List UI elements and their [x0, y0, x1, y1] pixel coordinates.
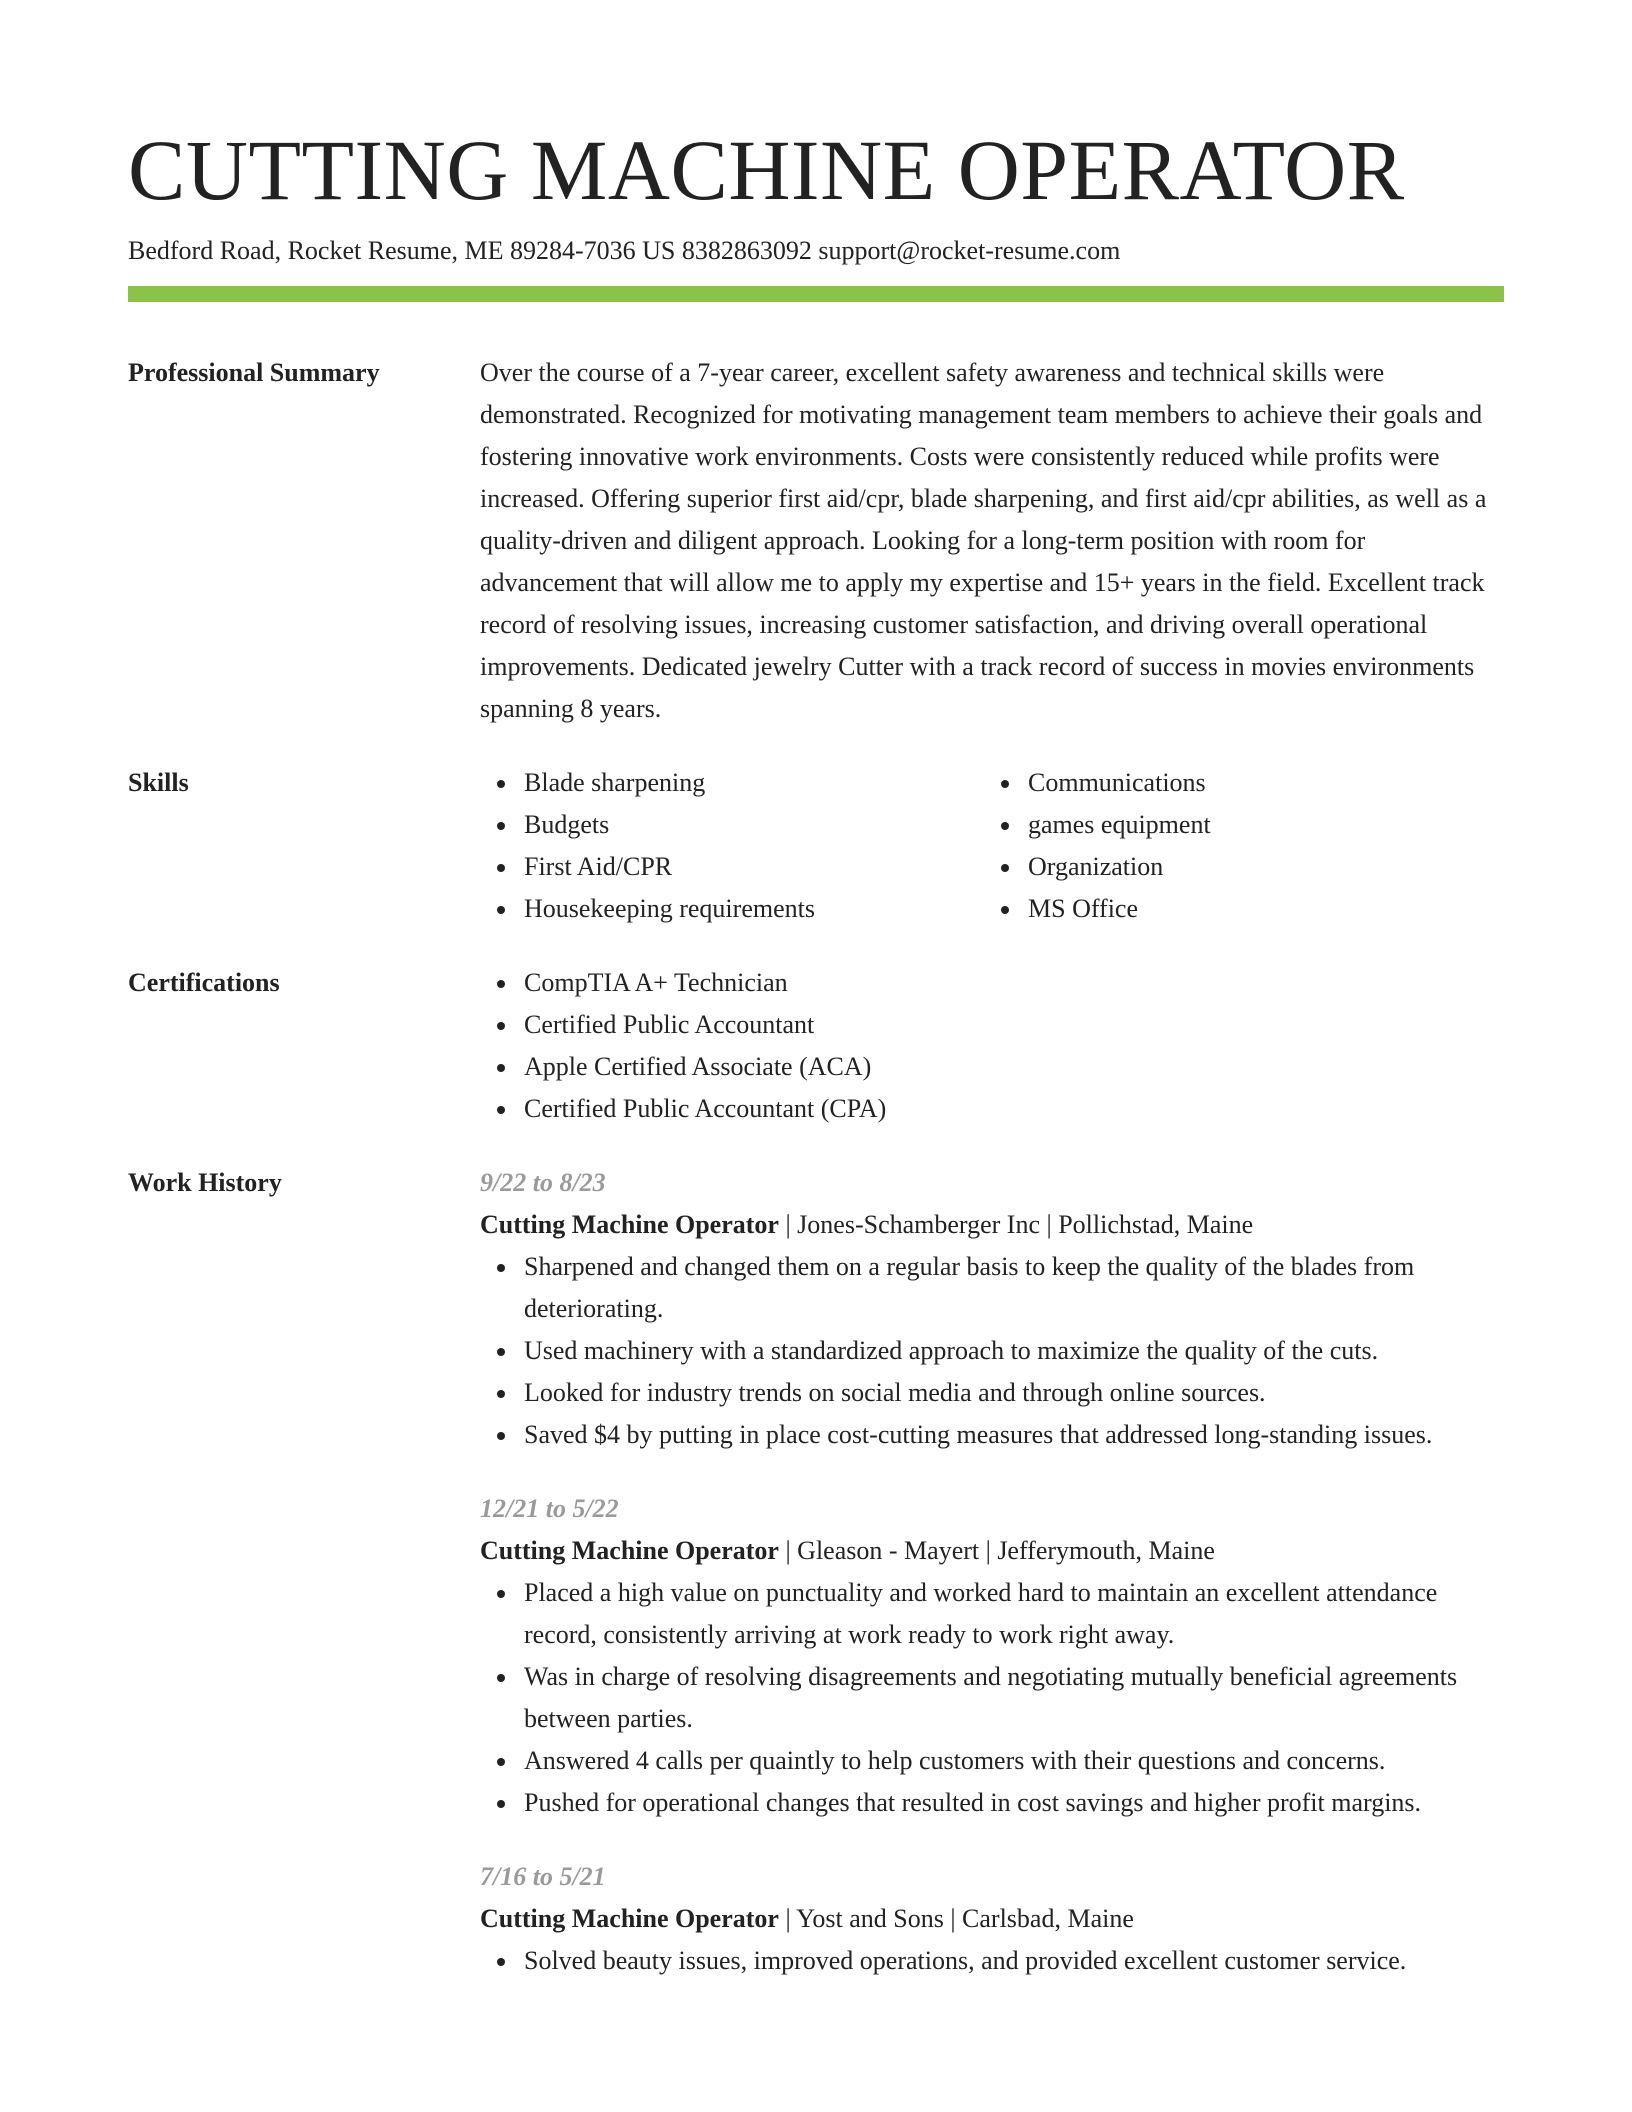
accent-divider	[128, 286, 1504, 302]
job-dates: 9/22 to 8/23	[480, 1168, 606, 1197]
job-title: Cutting Machine Operator	[480, 1210, 779, 1239]
list-item: First Aid/CPR	[524, 846, 984, 888]
list-item: Used machinery with a standardized approach to maximize the quality of the cuts.	[524, 1330, 1504, 1372]
professional-summary-section	[128, 352, 1504, 730]
list-item: Placed a high value on punctuality and worked hard to maintain an excellent attendance record, consistently arriving at work ready to work right away.	[524, 1572, 1504, 1656]
job-entry	[480, 1162, 1504, 1456]
job-title: Cutting Machine Operator	[480, 1904, 779, 1933]
list-item: Sharpened and changed them on a regular basis to keep the quality of the blades from deteriorating.	[524, 1246, 1504, 1330]
certifications-list	[480, 962, 1504, 1130]
job-entry	[480, 1856, 1504, 1982]
list-item: games equipment	[1028, 804, 1488, 846]
list-item: Certified Public Accountant (CPA)	[524, 1088, 1504, 1130]
job-employer-location: | Yost and Sons | Carlsbad, Maine	[778, 1904, 1134, 1933]
list-item: Was in charge of resolving disagreements and negotiating mutually beneficial agreements between parties.	[524, 1656, 1504, 1740]
list-item: Budgets	[524, 804, 984, 846]
job-bullets	[480, 1940, 1504, 1982]
list-item: Pushed for operational changes that resulted in cost savings and higher profit margins.	[524, 1782, 1504, 1824]
work-history-section	[128, 1162, 1504, 2014]
summary-text: Over the course of a 7-year career, excellent safety awareness and technical skills were demonstrated. Recognized for motivating management team members to achieve their goals and fostering innovative work environments. Costs were consistently reduced while profits were increased. Offering superior first aid/cpr, blade sharpening, and first aid/cpr abilities, as well as a quality-driven and diligent approach. Looking for a long-term position with room for advancement that will allow me to apply my expertise and 15+ years in the field. Excellent track record of resolving issues, increasing customer satisfaction, and driving overall operational improvements. Dedicated jewelry Cutter with a track record of success in movies environments spanning 8 years.	[480, 358, 1487, 723]
contact-line: Bedford Road, Rocket Resume, ME 89284-7036 US 8382863092 support@rocket-resume.com	[128, 236, 1121, 265]
list-item: Apple Certified Associate (ACA)	[524, 1046, 1504, 1088]
section-heading: Professional Summary	[128, 358, 380, 387]
list-item: Looked for industry trends on social media and through online sources.	[524, 1372, 1504, 1414]
certifications-section	[128, 962, 1504, 1130]
jobs-list	[480, 1162, 1504, 2014]
list-item: Solved beauty issues, improved operations, and provided excellent customer service.	[524, 1940, 1504, 1982]
job-employer-location: | Jones-Schamberger Inc | Pollichstad, Maine	[778, 1210, 1254, 1239]
section-heading: Skills	[128, 768, 189, 797]
job-dates: 12/21 to 5/22	[480, 1494, 619, 1523]
list-item: CompTIA A+ Technician	[524, 962, 1504, 1004]
resume-title: CUTTING MACHINE OPERATOR	[128, 122, 1405, 218]
section-heading: Certifications	[128, 968, 280, 997]
job-dates: 7/16 to 5/21	[480, 1862, 606, 1891]
resume-page	[128, 120, 1504, 2014]
list-item: Certified Public Accountant	[524, 1004, 1504, 1046]
list-item: Organization	[1028, 846, 1488, 888]
job-entry	[480, 1488, 1504, 1824]
skills-section	[128, 762, 1504, 930]
list-item: MS Office	[1028, 888, 1488, 930]
job-bullets	[480, 1572, 1504, 1824]
job-title-line	[480, 1898, 1504, 1940]
skills-list-right	[984, 762, 1488, 930]
list-item: Answered 4 calls per quaintly to help customers with their questions and concerns.	[524, 1740, 1504, 1782]
list-item: Housekeeping requirements	[524, 888, 984, 930]
job-title-line	[480, 1204, 1504, 1246]
skills-list-left	[480, 762, 984, 930]
job-title-line	[480, 1530, 1504, 1572]
list-item: Saved $4 by putting in place cost-cutting measures that addressed long-standing issues.	[524, 1414, 1504, 1456]
job-bullets	[480, 1246, 1504, 1456]
job-title: Cutting Machine Operator	[480, 1536, 779, 1565]
list-item: Blade sharpening	[524, 762, 984, 804]
list-item: Communications	[1028, 762, 1488, 804]
job-employer-location: | Gleason - Mayert | Jefferymouth, Maine	[778, 1536, 1215, 1565]
section-heading: Work History	[128, 1168, 282, 1197]
